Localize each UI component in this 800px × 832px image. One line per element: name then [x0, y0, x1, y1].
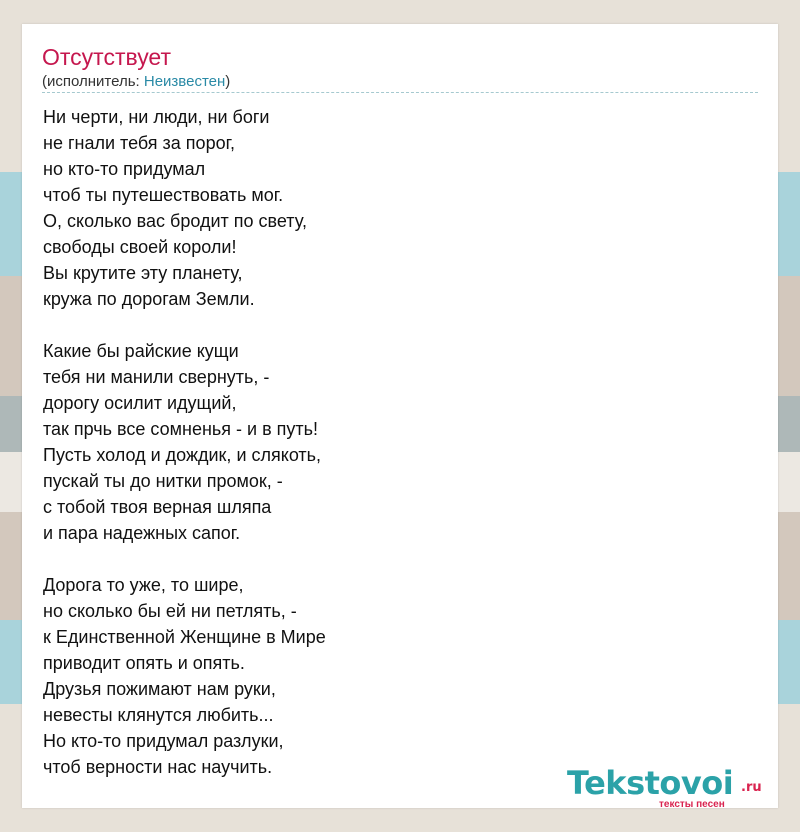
- lyric-line: тебя ни манили свернуть, -: [43, 367, 270, 387]
- lyric-line: Вы крутите эту планету,: [43, 263, 243, 283]
- lyric-line: Ни черти, ни люди, ни боги: [43, 107, 270, 127]
- lyric-line: Дорога то уже, то шире,: [43, 575, 244, 595]
- lyrics-card: [22, 24, 778, 808]
- lyric-line: чтоб ты путешествовать мог.: [43, 185, 284, 205]
- lyric-line: пускай ты до нитки промок, -: [43, 471, 283, 491]
- lyric-line: но сколько бы ей ни петлять, -: [43, 601, 297, 621]
- lyric-line: но кто-то придумал: [43, 159, 206, 179]
- lyric-line: Пусть холод и дождик, и слякоть,: [43, 445, 322, 465]
- lyric-line: приводит опять и опять.: [43, 653, 245, 673]
- artist-link[interactable]: Неизвестен: [143, 73, 226, 90]
- logo-tagline: тексты песен: [659, 799, 725, 810]
- stanza-3: [43, 572, 326, 780]
- logo-tld: .ru: [741, 780, 762, 795]
- lyric-line: к Единственной Женщине в Мире: [43, 627, 326, 647]
- stanza-gap: [43, 546, 326, 572]
- stanza-gap: [43, 312, 326, 338]
- lyric-line: Какие бы райские кущи: [43, 341, 239, 361]
- lyric-line: свободы своей короли!: [43, 237, 237, 257]
- lyric-line: и пара надежных сапог.: [43, 523, 241, 543]
- lyric-line: дорогу осилит идущий,: [43, 393, 237, 413]
- artist-line: [42, 73, 230, 90]
- site-logo[interactable]: [567, 764, 779, 808]
- artist-prefix: (исполнитель:: [42, 73, 144, 90]
- lyrics-text: [43, 104, 326, 780]
- logo-name: Tekstovoi: [567, 764, 734, 802]
- song-title: Отсутствует: [42, 44, 171, 70]
- lyric-line: Друзья пожимают нам руки,: [43, 679, 276, 699]
- stanza-2: [43, 338, 326, 546]
- lyric-line: кружа по дорогам Земли.: [43, 289, 255, 309]
- lyric-line: чтоб верности нас научить.: [43, 757, 273, 777]
- lyric-line: так прчь все сомненья - и в путь!: [43, 419, 319, 439]
- lyric-line: невесты клянутся любить...: [43, 705, 274, 725]
- lyric-line: О, сколько вас бродит по свету,: [43, 211, 307, 231]
- dashed-divider: [42, 92, 758, 93]
- artist-suffix: ): [225, 73, 231, 90]
- lyric-line: Но кто-то придумал разлуки,: [43, 731, 284, 751]
- stanza-1: [43, 104, 326, 312]
- lyric-line: с тобой твоя верная шляпа: [43, 497, 272, 517]
- lyric-line: не гнали тебя за порог,: [43, 133, 235, 153]
